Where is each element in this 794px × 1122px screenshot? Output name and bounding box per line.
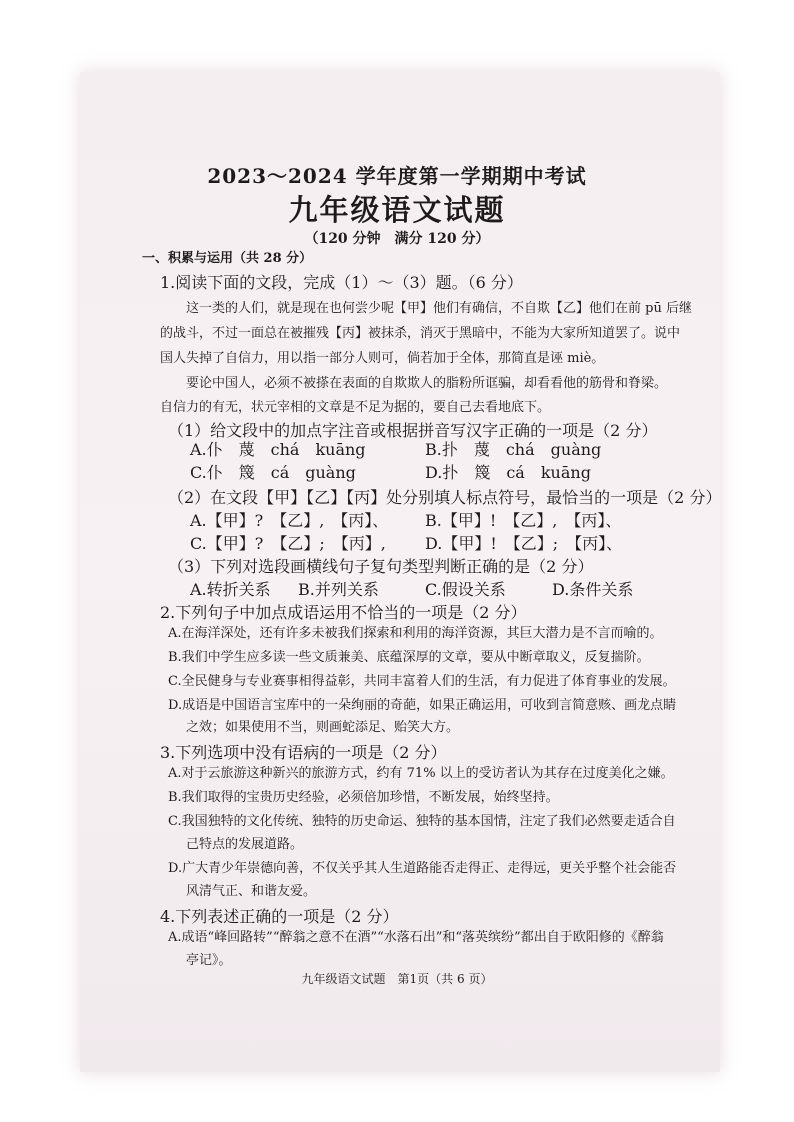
passage-line: 要论中国人，必须不被搽在表面的自欺欺人的脂粉所诓骗，却看看他的筋骨和脊梁。 (160, 376, 668, 391)
section-heading: 一、积累与运用（共 28 分） (142, 251, 313, 266)
option-a[interactable]: A.【甲】? 【乙】, 【丙】、 (190, 511, 389, 530)
option-a[interactable]: A.在海洋深处，还有许多未被我们探索和利用的海洋资源，其巨大潜力是不言而喻的。 (168, 626, 663, 641)
option-b[interactable]: B.【甲】! 【乙】, 【丙】、 (425, 511, 622, 530)
passage-line: 自信力的有无，状元宰相的文章是不足为据的，要自己去看地底下。 (160, 400, 551, 415)
sub-question-1-stem: （1）给文段中的加点字注音或根据拼音写汉字正确的一项是（2 分） (168, 421, 658, 440)
question-4-stem: 4.下列表述正确的一项是（2 分） (160, 907, 399, 926)
option-d[interactable]: D.扑 篾 cá kuāng (425, 463, 591, 482)
option-d[interactable]: D.条件关系 (552, 580, 634, 599)
option-a[interactable]: A.成语“峰回路转”“醉翁之意不在酒”“水落石出”和“落英缤纷”都出自于欧阳修的《醉翁 (168, 930, 664, 945)
option-b[interactable]: B.我们中学生应多读一些文质兼美、底蕴深厚的文章，要从中断章取义，反复揣阶。 (168, 650, 650, 665)
exam-meta: （120 分钟 满分 120 分） (304, 231, 490, 247)
option-a-continued: 亭记》。 (186, 953, 232, 968)
option-b[interactable]: B.并列关系 (298, 580, 379, 599)
sub-question-3-stem: （3）下列对选段画横线句子复句类型判断正确的是（2 分） (168, 557, 594, 576)
option-d-continued: 风清气正、和谐友爱。 (186, 884, 317, 899)
option-c[interactable]: C.【甲】? 【乙】; 【丙】, (190, 534, 386, 553)
option-b[interactable]: B.我们取得的宝贵历史经验，必须倍加珍惜，不断发展，始终坚持。 (168, 790, 559, 805)
option-a[interactable]: A.仆 蔑 chá kuāng (190, 440, 366, 459)
option-c[interactable]: C.仆 篾 cá guàng (190, 463, 356, 482)
option-c[interactable]: C.假设关系 (425, 580, 506, 599)
option-d-continued: 之效；如果使用不当，则画蛇添足、贻笑大方。 (186, 720, 460, 735)
sub-question-2-stem: （2）在文段【甲】【乙】【丙】处分别填人标点符号，最恰当的一项是（2 分） (168, 488, 722, 507)
passage-line: 国人失掉了自信力，用以指一部分人则可，倘若加于全体，那简直是诬 miè。 (160, 351, 605, 366)
option-a[interactable]: A.对于云旅游这种新兴的旅游方式，约有 71% 以上的受访者认为其存在过度美化之嫌。 (168, 766, 674, 781)
option-c-continued: 己特点的发展道路。 (186, 837, 304, 852)
option-b[interactable]: B.扑 蔑 chá guàng (425, 440, 602, 459)
option-c[interactable]: C.全民健身与专业赛事相得益彰，共同丰富着人们的生活，有力促进了体育事业的发展。 (168, 674, 676, 689)
option-c[interactable]: C.我国独特的文化传统、独特的历史命运、独特的基本国情，注定了我们必然要走适合自 (168, 814, 676, 829)
option-d[interactable]: D.【甲】! 【乙】; 【丙】、 (425, 534, 623, 553)
passage-line: 这一类的人们，就是现在也何尝少呢【甲】他们有确信，不自欺【乙】他们在前 pū 后继 (160, 301, 692, 316)
question-3-stem: 3.下列选项中没有语病的一项是（2 分） (160, 743, 447, 762)
question-2-stem: 2.下列句子中加点成语运用不恰当的一项是（2 分） (160, 603, 527, 622)
option-d[interactable]: D.广大青少年崇德向善，不仅关乎其人生道路能否走得正、走得远，更关乎整个社会能否 (168, 861, 677, 876)
exam-title: 九年级语文试题 (288, 193, 506, 227)
exam-period: 2023～2024 学年度第一学期期中考试 (207, 164, 587, 188)
passage-line: 的战斗，不过一面总在被摧残【丙】被抹杀，消灭于黑暗中，不能为大家所知道罢了。说中 (160, 326, 681, 341)
option-a[interactable]: A.转折关系 (190, 580, 271, 599)
page-footer: 九年级语文试题 第1页（共 6 页） (301, 972, 493, 986)
option-d[interactable]: D.成语是中国语言宝库中的一朵绚丽的奇葩，如果正确运用，可收到言简意赅、画龙点睛 (168, 698, 677, 713)
question-1-stem: 1.阅读下面的文段，完成（1）～（3）题。（6 分） (160, 273, 523, 292)
